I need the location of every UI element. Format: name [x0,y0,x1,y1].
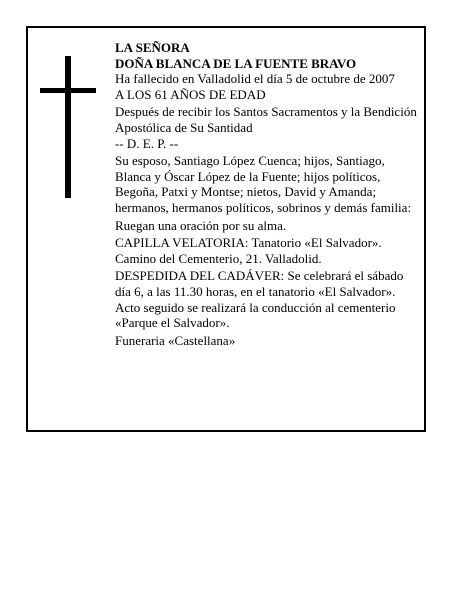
funeral-home: Funeraria «Castellana» [115,332,236,348]
family-list: Su esposo, Santiago López Cuenca; hijos, Santiago, Blanca y Óscar López de la Fuente; hijos políticos, Begoña, Patxi y Montse; nietos, David y Amanda; hermanos, hermanos políticos, sobrinos y demás familia: [115,153,412,215]
farewell-info: DESPEDIDA DEL CADÁVER: Se celebrará el sábado día 6, a las 11.30 horas, en el tanatorio «El Salvador». Acto seguido se realizará la conducción al cementerio «Parque el Salvador». [115,268,404,331]
age-statement: A LOS 61 AÑOS DE EDAD [115,86,266,102]
deceased-name: DOÑA BLANCA DE LA FUENTE BRAVO [115,55,357,71]
cross-icon [40,56,96,198]
chapel-info: CAPILLA VELATORIA: Tanatorio «El Salvador». Camino del Cementerio, 21. Valladolid. [115,235,382,266]
sacraments-statement: Después de recibir los Santos Sacramentos y la Bendición Apostólica de Su Santidad [115,104,417,135]
prayer-request: Ruegan una oración por su alma. [115,217,287,233]
cross-horizontal-bar [40,88,96,93]
dep-statement: -- D. E. P. -- [115,135,179,151]
cross-vertical-bar [65,56,71,198]
death-statement: Ha fallecido en Valladolid el día 5 de octubre de 2007 [115,71,395,87]
notice-title: LA SEÑORA [115,40,190,55]
notice-text [115,40,421,348]
obituary-notice [26,26,426,432]
